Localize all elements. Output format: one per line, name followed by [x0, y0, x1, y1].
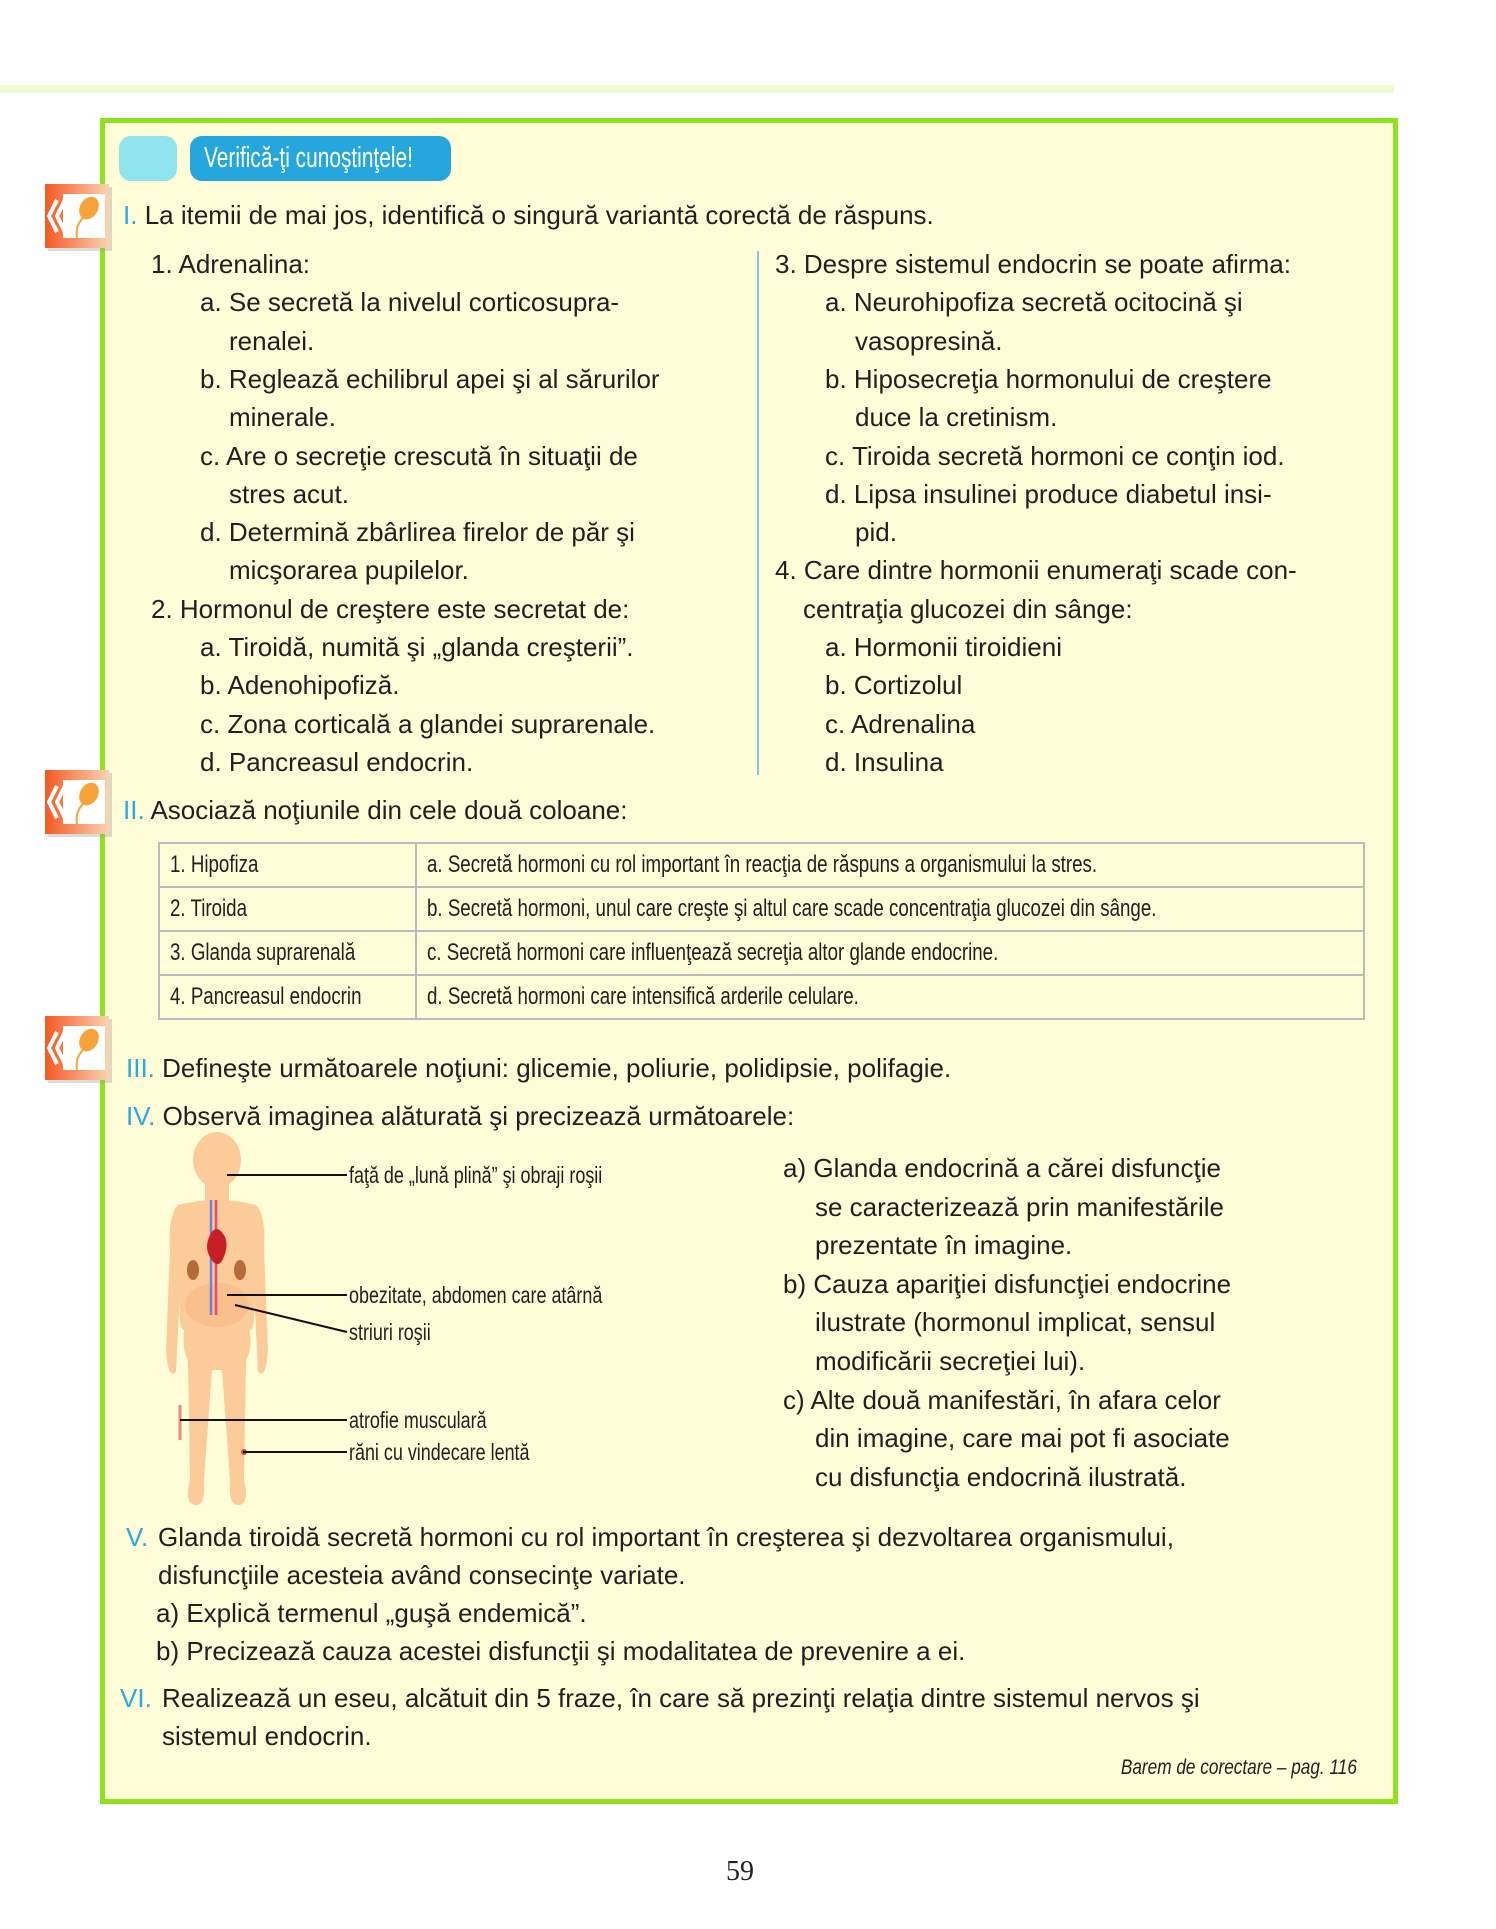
section-V-number: V.: [126, 1522, 149, 1552]
answer-option-line: centraţia glucozei din sânge:: [803, 593, 1133, 624]
section-VI-line: Realizează un eseu, alcătuit din 5 fraze, în care să prezinţi relaţia dintre sistemul nervos şi: [162, 1683, 1200, 1713]
answer-option-line: prezentate în imagine.: [815, 1230, 1073, 1261]
section-number: II.: [123, 795, 145, 825]
section-VI-number: VI.: [120, 1683, 152, 1713]
cell-text: 2. Tiroida: [170, 895, 248, 922]
section-number: I.: [123, 200, 138, 230]
question-line: c) Alte două manifestări, în afara celor: [783, 1384, 1221, 1415]
answer-option-line: d. Determină zbârlirea firelor de păr şi: [200, 517, 635, 548]
function-cell: [416, 931, 1363, 975]
figure-label-muscle-atrophy: atrofie musculară: [349, 1407, 487, 1433]
section-V-line: b) Precizează cauza acestei disfuncţii şi modalitatea de prevenire a ei.: [156, 1636, 966, 1666]
answer-option-line: ilustrate (hormonul implicat, sensul: [815, 1307, 1216, 1338]
column-divider: [757, 251, 759, 775]
answer-option-line: d. Pancreasul endocrin.: [200, 746, 474, 777]
cell-text: 3. Glanda suprarenală: [170, 939, 356, 966]
cell-text: d. Secretă hormoni care intensifică arderile celulare.: [427, 983, 860, 1010]
answer-option-line: b. Hiposecreţia hormonului de creştere: [825, 363, 1272, 394]
answer-option-line: c. Zona corticală a glandei suprarenale.: [200, 708, 656, 739]
section-V-line: Glanda tiroidă secretă hormoni cu rol important în creşterea şi dezvoltarea organismului,: [158, 1522, 1174, 1552]
section-number: III.: [126, 1053, 155, 1083]
answer-option-line: micşorarea pupilelor.: [229, 555, 469, 586]
answer-option-line: renalei.: [229, 325, 315, 356]
question-line: 4. Care dintre hormonii enumeraţi scade con-: [775, 555, 1297, 586]
answer-option-line: a. Hormonii tiroidieni: [825, 632, 1062, 662]
cell-text: 1. Hipofiza: [170, 851, 259, 878]
answer-option-line: c. Adrenalina: [825, 708, 976, 739]
answer-option-line: vasopresină.: [855, 325, 1003, 356]
answer-option-line: minerale.: [229, 402, 336, 433]
cell-text: a. Secretă hormoni cu rol important în reacţia de răspuns a organismului la stres.: [427, 851, 1098, 878]
answer-option-line: d. Insulina: [825, 746, 944, 777]
question-line: 1. Adrenalina:: [151, 249, 311, 279]
answer-option-line: duce la cretinism.: [855, 402, 1058, 433]
function-cell: [416, 843, 1363, 887]
figure-label-slow-healing: răni cu vindecare lentă: [349, 1439, 530, 1465]
section-VI-line: sistemul endocrin.: [162, 1721, 372, 1751]
page-number: 59: [726, 1856, 754, 1887]
section-instruction: Asociază noţiunile din cele două coloane:: [150, 795, 628, 825]
section-instruction: Defineşte următoarele noţiuni: glicemie, poliurie, polidipsie, polifagie.: [162, 1053, 952, 1083]
answer-option-line: d. Lipsa insulinei produce diabetul insi-: [825, 478, 1272, 509]
answer-option-line: stres acut.: [229, 478, 349, 509]
answer-option-line: a. Tiroidă, numită şi „glanda creşterii”.: [200, 632, 634, 662]
answer-option-line: b. Reglează echilibrul apei şi al sărurilor: [200, 363, 660, 394]
answer-option-line: se caracterizează prin manifestările: [815, 1191, 1224, 1222]
section-instruction: Observă imaginea alăturată şi precizează următoarele:: [162, 1101, 795, 1131]
figure-label-face: faţă de „lună plină” şi obraji roşii: [349, 1162, 603, 1188]
cushing-body-illustration: [0, 0, 400, 1520]
cell-text: c. Secretă hormoni care influenţează secreţia altor glande endocrine.: [427, 939, 999, 966]
answer-option-line: a. Neurohipofiza secretă ocitocină şi: [825, 287, 1243, 318]
question-line: 3. Despre sistemul endocrin se poate afirma:: [775, 249, 1291, 279]
answer-option-line: pid.: [855, 517, 897, 548]
answer-option-line: cu disfuncţia endocrină ilustrată.: [815, 1461, 1187, 1492]
answer-key-reference: Barem de corectare – pag. 116: [1120, 1756, 1357, 1779]
cell-text: b. Secretă hormoni, unul care creşte şi altul care scade concentraţia glucozei din sânge.: [427, 895, 1157, 922]
section-title: Verifică-ţi cunoştinţele!: [204, 142, 413, 174]
function-cell: [416, 887, 1363, 931]
question-line: b) Cauza apariţiei disfuncţiei endocrine: [783, 1268, 1232, 1299]
function-cell: [416, 975, 1363, 1019]
answer-option-line: din imagine, care mai pot fi asociate: [815, 1423, 1230, 1454]
question-line: 2. Hormonul de creştere este secretat de:: [151, 593, 630, 624]
section-V-line: a) Explică termenul „guşă endemică”.: [156, 1598, 587, 1628]
answer-option-line: a. Se secretă la nivelul corticosupra-: [200, 287, 620, 318]
answer-option-line: c. Tiroida secretă hormoni ce conţin iod.: [825, 440, 1285, 471]
figure-label-obesity: obezitate, abdomen care atârnă: [349, 1282, 603, 1308]
cell-text: 4. Pancreasul endocrin: [170, 983, 362, 1010]
answer-option-line: c. Are o secreţie crescută în situaţii de: [200, 440, 638, 471]
section-number: IV.: [126, 1101, 156, 1131]
answer-option-line: b. Cortizolul: [825, 670, 963, 701]
answer-option-line: modificării secreţiei lui).: [815, 1346, 1086, 1376]
section-V-line: disfuncţiile acesteia având consecinţe variate.: [158, 1560, 686, 1590]
question-line: a) Glanda endocrină a cărei disfuncţie: [783, 1153, 1221, 1183]
figure-label-striae: striuri roşii: [349, 1319, 431, 1345]
section-instruction: La itemii de mai jos, identifică o singură variantă corectă de răspuns.: [144, 200, 934, 230]
answer-option-line: b. Adenohipofiză.: [200, 670, 400, 701]
